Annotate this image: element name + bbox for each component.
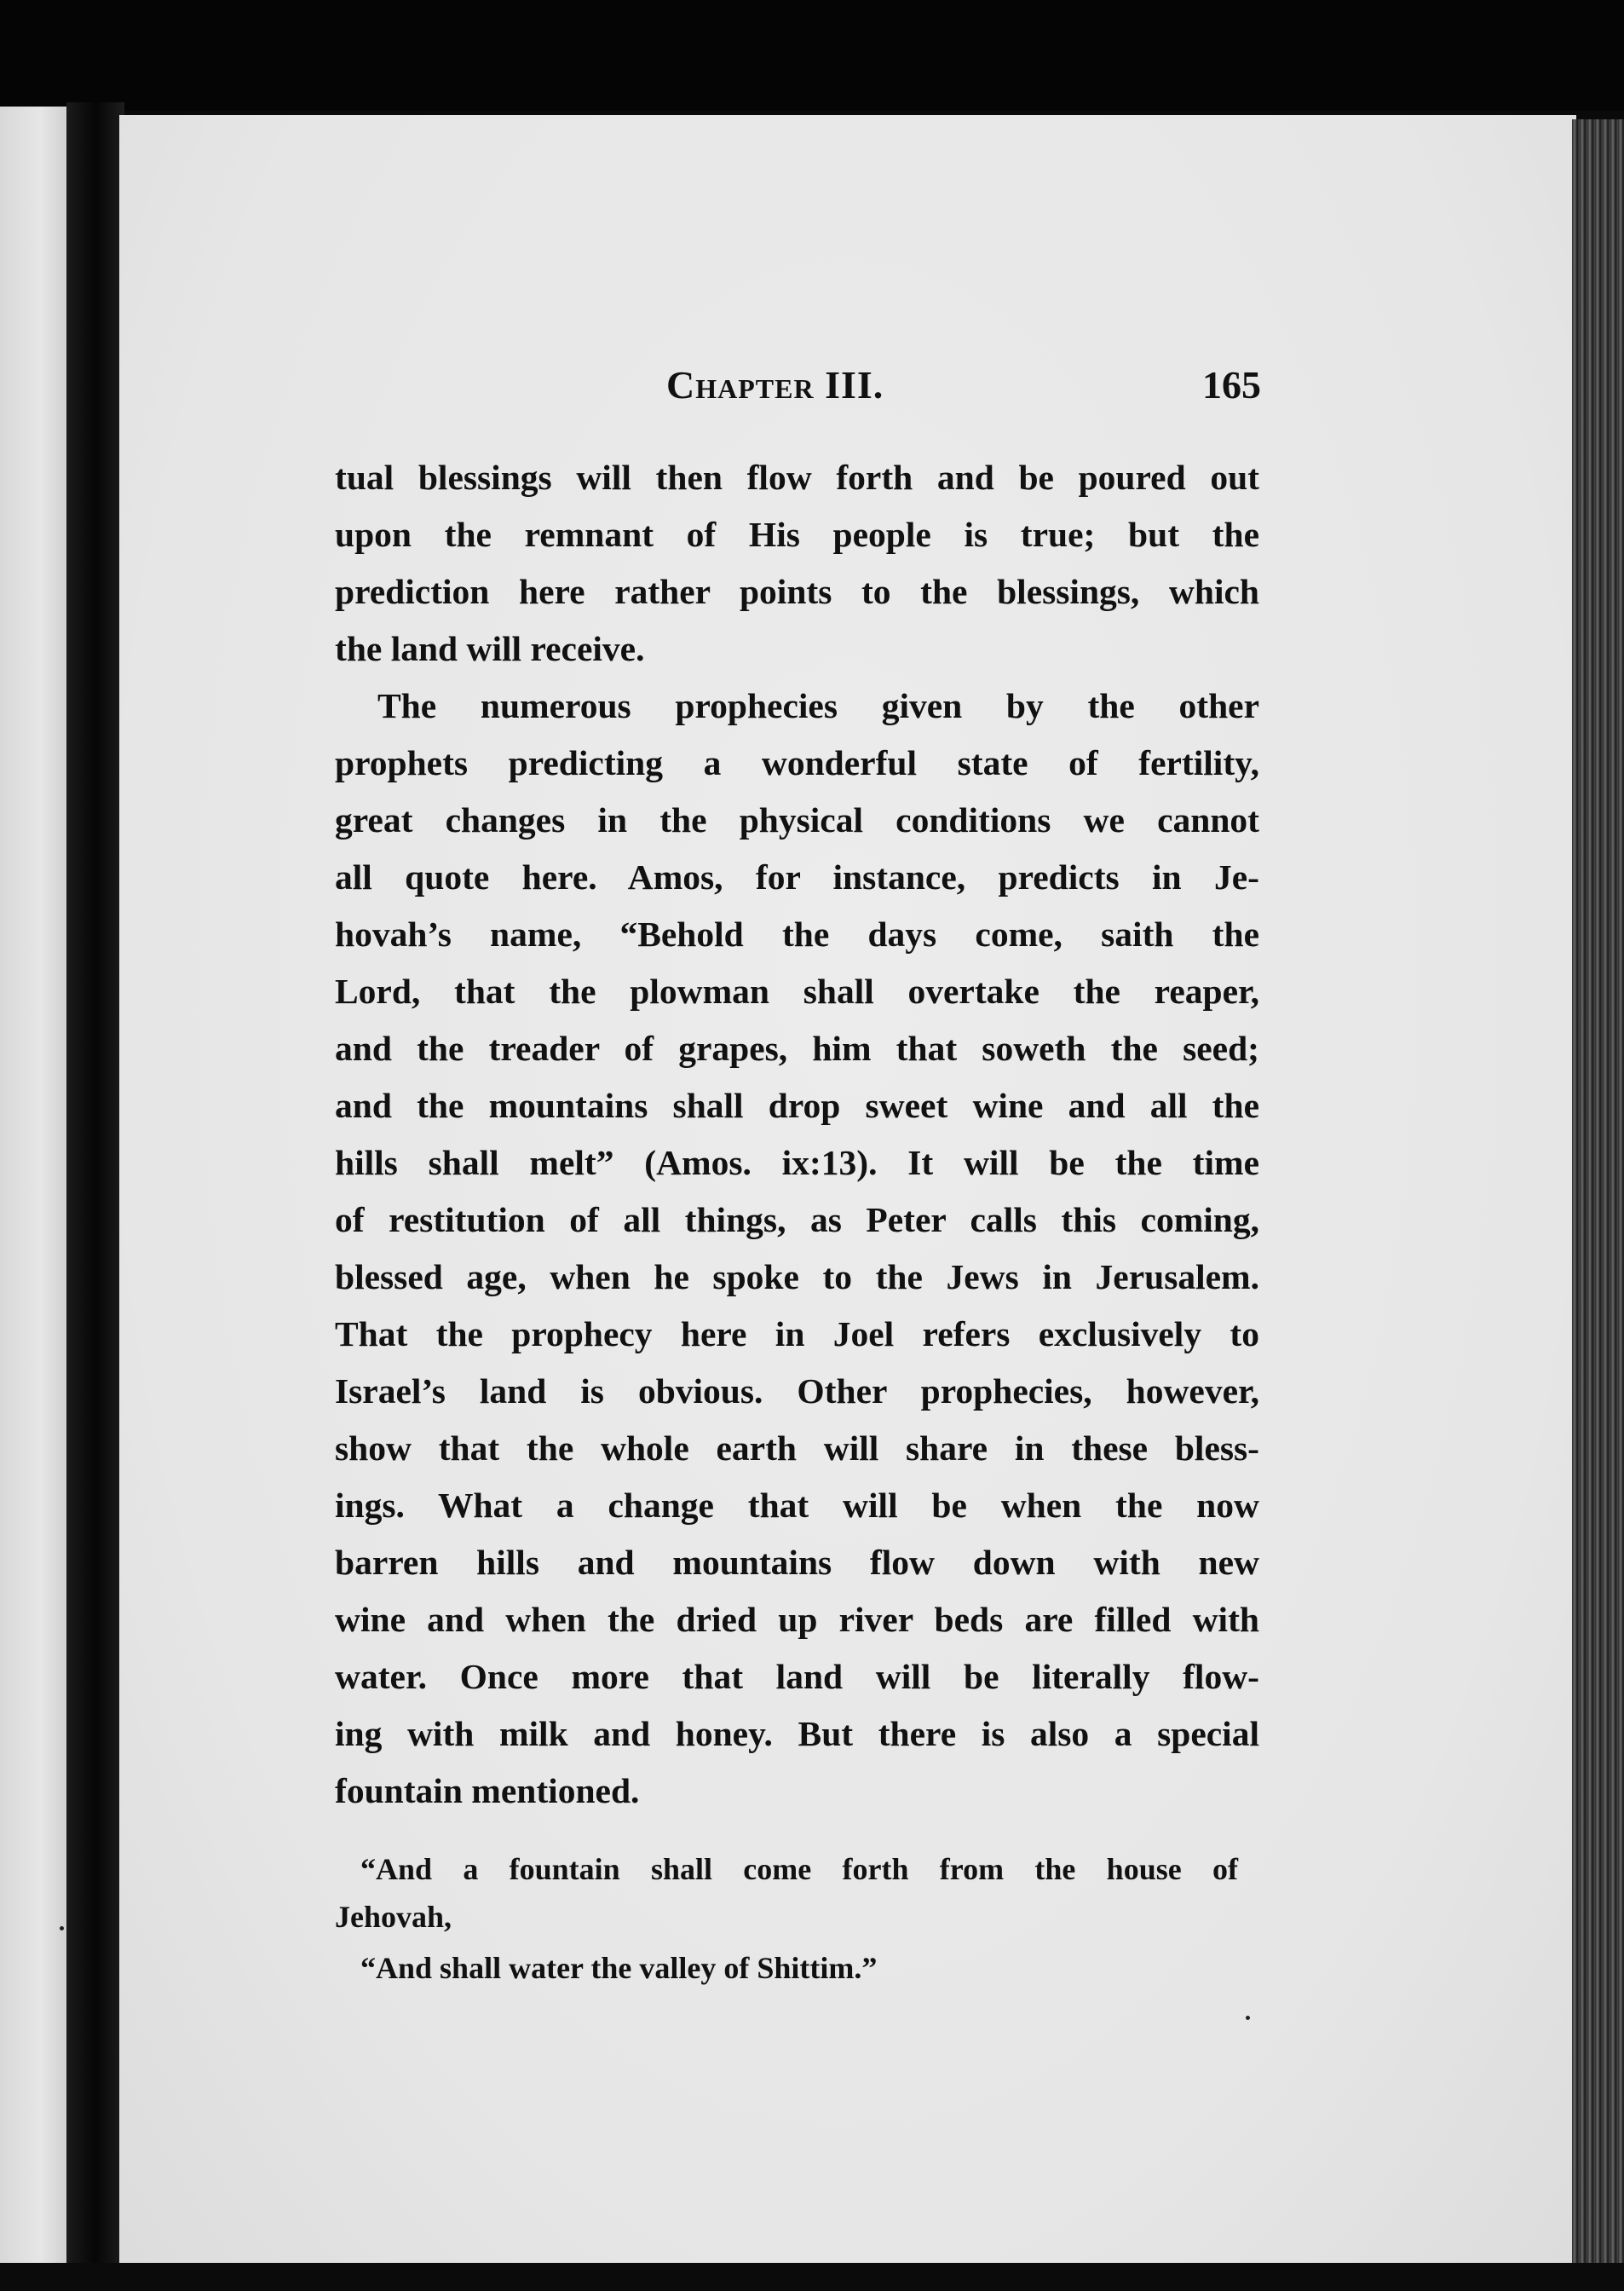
text-line: of restitution of all things, as Peter calls this coming, xyxy=(335,1200,1259,1239)
text-line: prophets predicting a wonderful state of fertility, xyxy=(335,743,1259,782)
text-line: The numerous prophecies given by the other xyxy=(377,686,1259,725)
text-line: ings. What a change that will be when the now xyxy=(335,1486,1259,1525)
text-line: and the mountains shall drop sweet wine and all the xyxy=(335,1086,1259,1125)
running-head: Chapter III. xyxy=(666,363,884,407)
text-line: all quote here. Amos, for instance, predicts in Je- xyxy=(335,857,1259,897)
paper-speck xyxy=(1246,2016,1250,2020)
text-line: upon the remnant of His people is true; but the xyxy=(335,515,1259,554)
text-line: prediction here rather points to the blessings, which xyxy=(335,572,1259,611)
text-line: wine and when the dried up river beds are filled with xyxy=(335,1600,1259,1639)
text-line: That the prophecy here in Joel refers exclusively to xyxy=(335,1314,1259,1353)
page-number: 165 xyxy=(1202,363,1261,407)
scripture-quote xyxy=(335,1845,1238,1992)
text-line: ing with milk and honey. But there is also a special xyxy=(335,1714,1259,1753)
page-header xyxy=(332,362,1261,422)
text-line: hovah’s name, “Behold the days come, saith the xyxy=(335,915,1259,954)
text-line: water. Once more that land will be literally flow- xyxy=(335,1657,1259,1696)
text-line: show that the whole earth will share in these bless- xyxy=(335,1428,1259,1468)
text-line: Lord, that the plowman shall overtake the reaper, xyxy=(335,972,1259,1011)
text-line: great changes in the physical conditions we cannot xyxy=(335,800,1259,840)
facing-page-edge xyxy=(0,107,68,2271)
text-line: blessed age, when he spoke to the Jews in Jerusalem. xyxy=(335,1257,1259,1296)
text-line: and the treader of grapes, him that soweth the seed; xyxy=(335,1029,1259,1068)
text-line: fountain mentioned. xyxy=(335,1771,640,1810)
text-line: Israel’s land is obvious. Other prophecies, however, xyxy=(335,1371,1259,1411)
scan-bottom-border xyxy=(0,2263,1624,2291)
text-line: barren hills and mountains flow down with new xyxy=(335,1543,1259,1582)
text-line: hills shall melt” (Amos. ix:13). It will be the time xyxy=(335,1143,1259,1182)
text-line: the land will receive. xyxy=(335,629,645,668)
book-gutter xyxy=(66,102,124,2284)
text-line: tual blessings will then flow forth and be poured out xyxy=(335,458,1259,497)
page-stack-edge xyxy=(1572,119,1624,2291)
body-text xyxy=(335,449,1259,1820)
scan-top-border xyxy=(0,0,1624,111)
quote-line: Jehovah, xyxy=(335,1900,452,1934)
quote-line: “And shall water the valley of Shittim.” xyxy=(360,1951,878,1985)
paper-speck xyxy=(60,1926,64,1930)
quote-line: “And a fountain shall come forth from the house of xyxy=(360,1852,1238,1886)
